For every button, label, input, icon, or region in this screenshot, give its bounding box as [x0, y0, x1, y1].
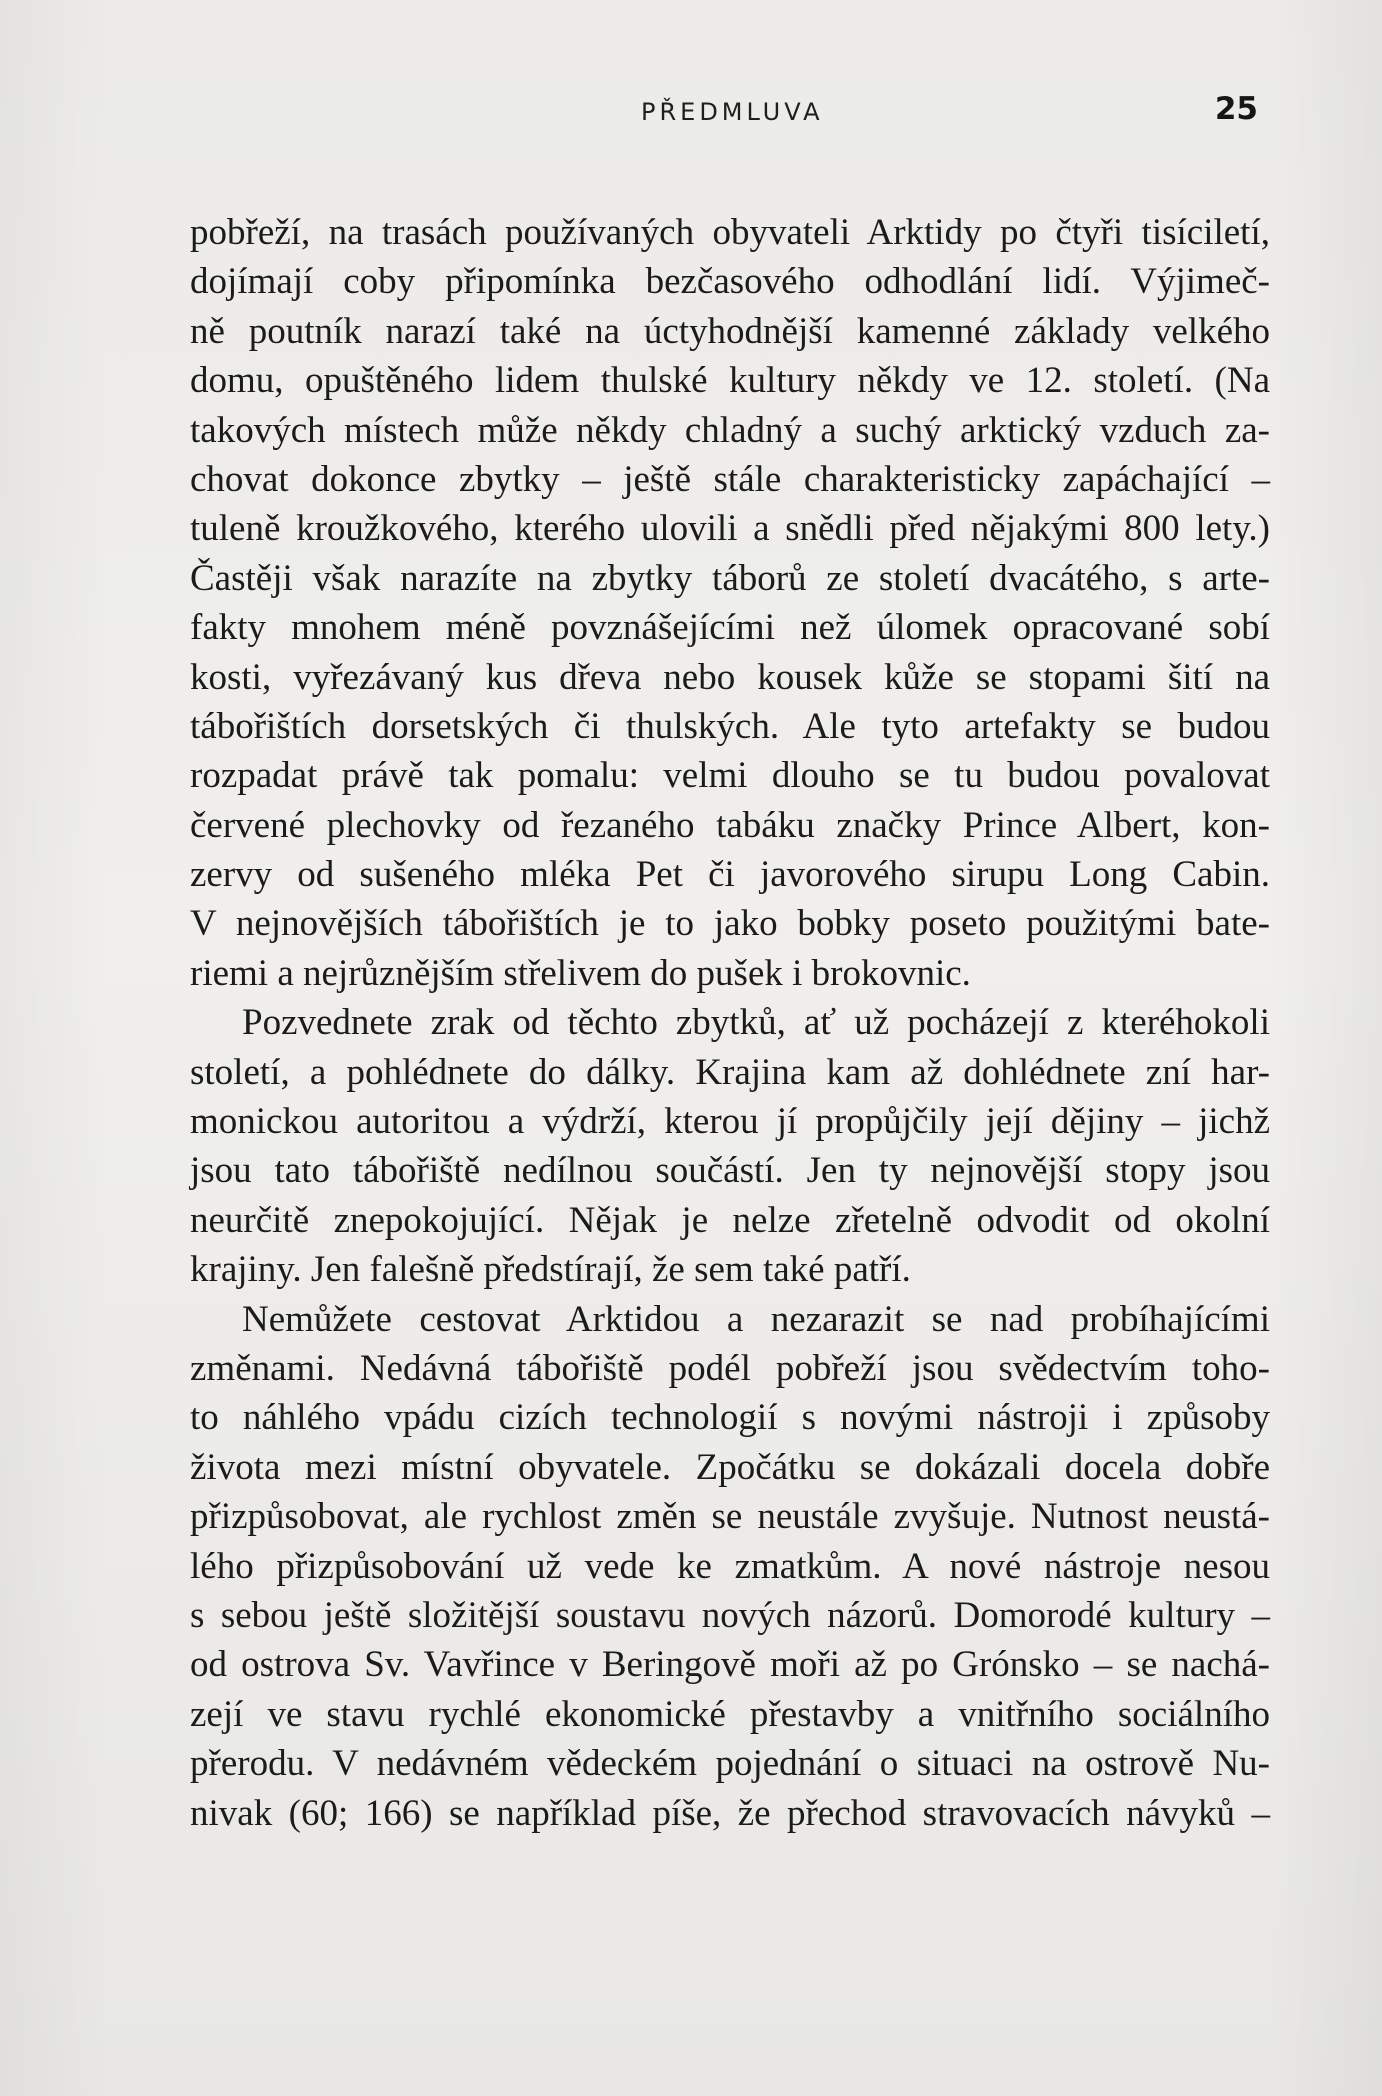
- text-line: monickou autoritou a výdrží, kterou jí propůjčily její dějiny – jichž: [190, 1101, 1270, 1143]
- text-line: Pozvednete zrak od těchto zbytků, ať už pocházejí z kteréhokoli: [242, 1002, 1270, 1044]
- text-line: přerodu. V nedávném vědeckém pojednání o situaci na ostrově Nu-: [190, 1743, 1270, 1785]
- running-title: PŘEDMLUVA: [641, 98, 824, 126]
- body-text: [190, 208, 1270, 1838]
- text-line: od ostrova Sv. Vavřince v Beringově moři až po Grónsko – se nachá-: [190, 1644, 1270, 1686]
- text-line: tábořištích dorsetských či thulských. Ale tyto artefakty se budou: [190, 705, 1270, 747]
- text-line: změnami. Nedávná tábořiště podél pobřeží jsou svědectvím toho-: [190, 1347, 1270, 1389]
- text-line: rozpadat právě tak pomalu: velmi dlouho se tu budou povalovat: [190, 755, 1270, 797]
- text-line: dojímají coby připomínka bezčasového odhodlání lidí. Výjimeč-: [190, 261, 1270, 303]
- text-line: Nemůžete cestovat Arktidou a nezarazit se nad probíhajícími: [242, 1298, 1270, 1340]
- text-line: přizpůsobovat, ale rychlost změn se neustále zvyšuje. Nutnost neustá-: [190, 1496, 1270, 1538]
- text-line: Častěji však narazíte na zbytky táborů ze století dvacátého, s arte-: [190, 557, 1270, 599]
- text-line: ně poutník narazí také na úctyhodnější kamenné základy velkého: [190, 310, 1270, 352]
- text-line: domu, opuštěného lidem thulské kultury někdy ve 12. století. (Na: [190, 360, 1270, 402]
- text-line: lého přizpůsobování už vede ke zmatkům. A nové nástroje nesou: [190, 1545, 1270, 1587]
- text-line: riemi a nejrůznějším střelivem do pušek i brokovnic.: [190, 952, 971, 994]
- page-number: 25: [1214, 91, 1258, 127]
- text-line: chovat dokonce zbytky – ještě stále charakteristicky zapáchající –: [190, 458, 1270, 500]
- text-line: zejí ve stavu rychlé ekonomické přestavby a vnitřního sociálního: [190, 1693, 1270, 1735]
- text-line: fakty mnohem méně povznášejícími než úlomek opracované sobí: [190, 607, 1270, 649]
- text-line: červené plechovky od řezaného tabáku značky Prince Albert, kon-: [190, 804, 1270, 846]
- text-line: pobřeží, na trasách používaných obyvateli Arktidy po čtyři tisíciletí,: [190, 212, 1270, 253]
- text-line: s sebou ještě složitější soustavu nových názorů. Domorodé kultury –: [190, 1594, 1270, 1636]
- text-line: tuleně kroužkového, kterého ulovili a snědli před nějakými 800 lety.): [190, 508, 1270, 550]
- text-line: života mezi místní obyvatele. Zpočátku se dokázali docela dobře: [190, 1446, 1270, 1488]
- text-line: jsou tato tábořiště nedílnou součástí. Jen ty nejnovější stopy jsou: [190, 1150, 1270, 1192]
- text-line: V nejnovějších tábořištích je to jako bobky poseto použitými bate-: [190, 903, 1270, 945]
- text-line: to náhlého vpádu cizích technologií s novými nástroji i způsoby: [190, 1397, 1270, 1439]
- text-line: kosti, vyřezávaný kus dřeva nebo kousek kůže se stopami šití na: [190, 656, 1270, 698]
- text-line: neurčitě znepokojující. Nějak je nelze zřetelně odvodit od okolní: [190, 1199, 1270, 1241]
- text-line: století, a pohlédnete do dálky. Krajina kam až dohlédnete zní har-: [190, 1051, 1270, 1093]
- text-line: krajiny. Jen falešně předstírají, že sem také patří.: [190, 1249, 911, 1291]
- text-line: zervy od sušeného mléka Pet či javorového sirupu Long Cabin.: [190, 854, 1270, 896]
- text-line: nivak (60; 166) se například píše, že přechod stravovacích návyků –: [190, 1792, 1270, 1834]
- text-line: takových místech může někdy chladný a suchý arktický vzduch za-: [190, 409, 1270, 451]
- running-head: [0, 92, 1382, 142]
